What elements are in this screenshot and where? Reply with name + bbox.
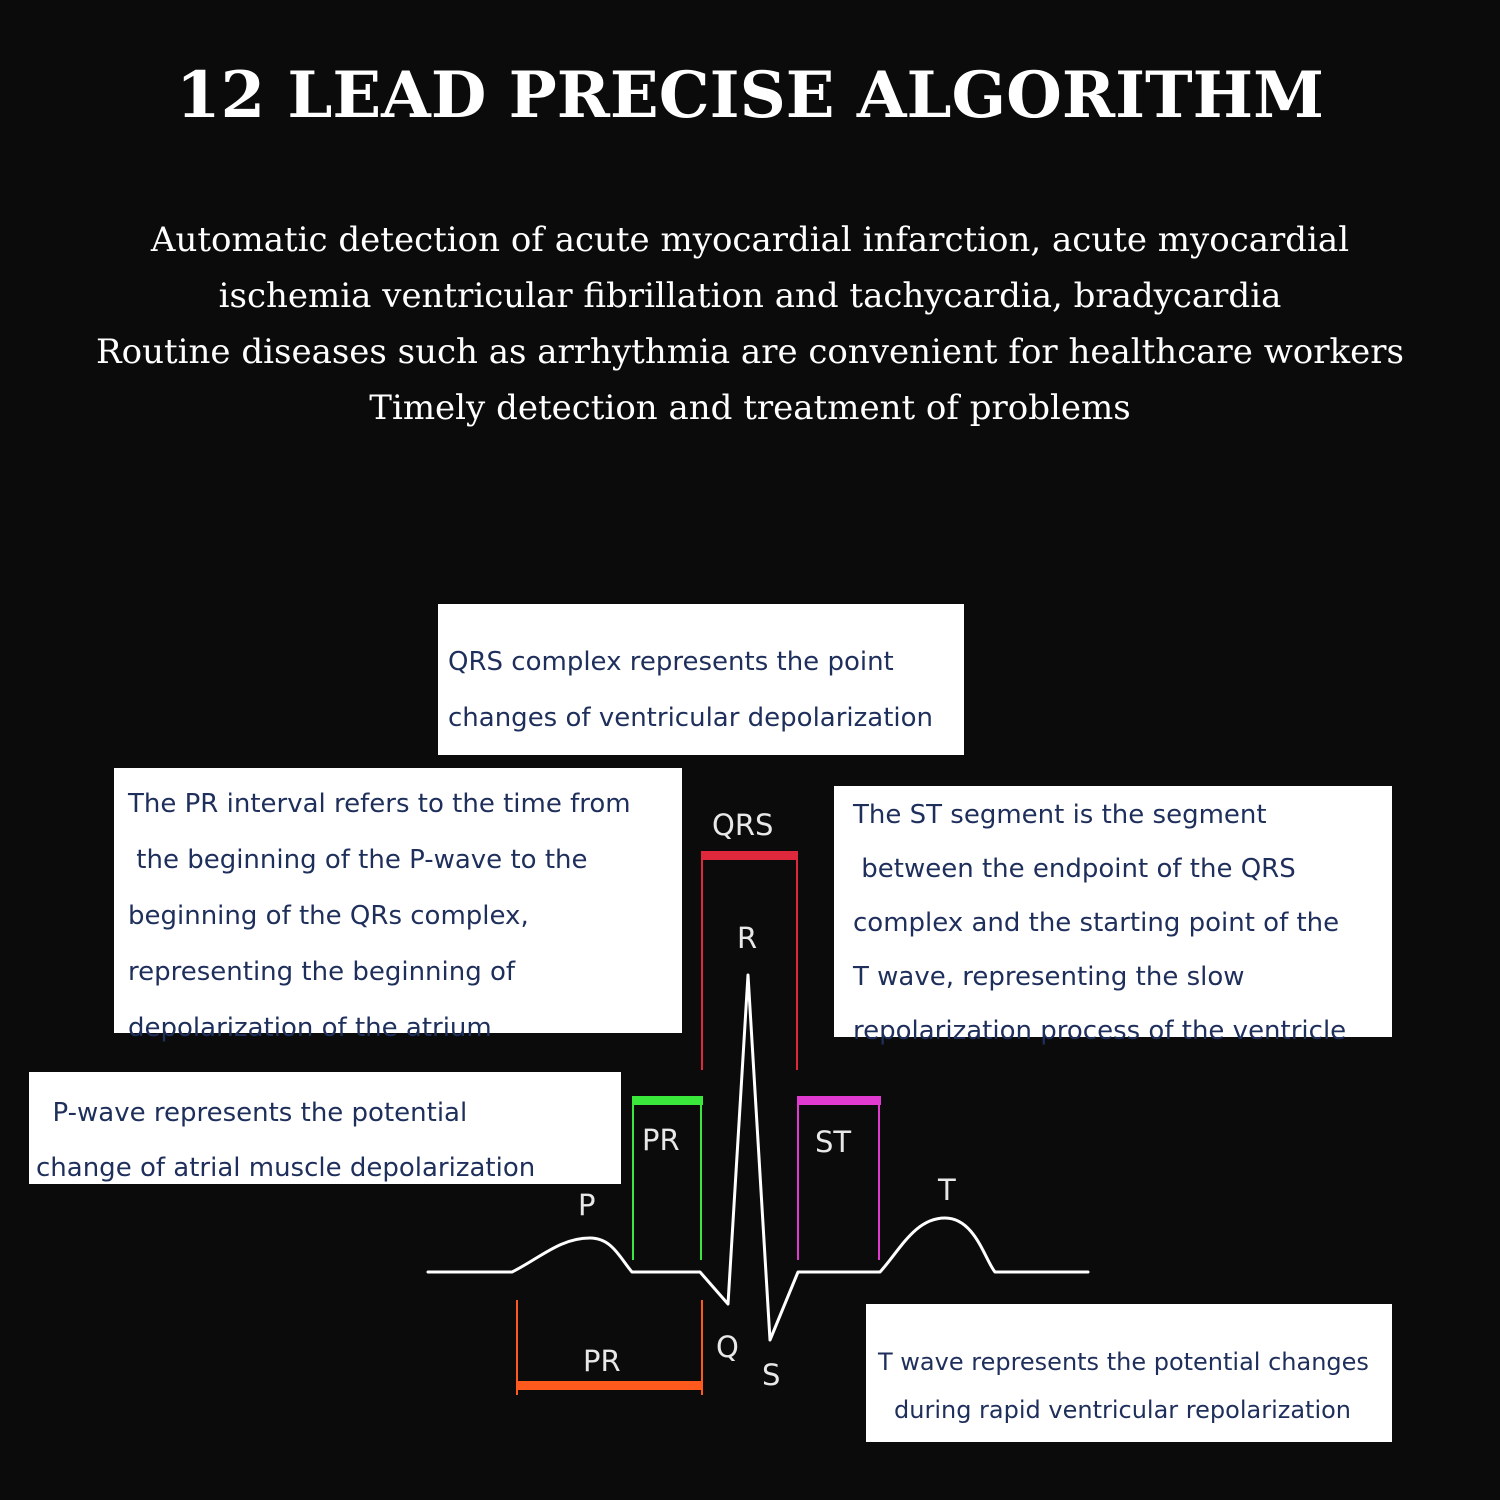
intro-line: Automatic detection of acute myocardial infarction, acute myocardial: [150, 220, 1350, 260]
qrs-box-line: QRS complex represents the point: [448, 647, 894, 677]
pr-box-line: representing the beginning of: [128, 957, 516, 987]
st-segment-label: ST: [815, 1125, 852, 1159]
t-box-line: during rapid ventricular repolarization: [894, 1396, 1352, 1424]
pr-interval-bar: [516, 1381, 703, 1390]
pr-interval-description-box: [114, 768, 682, 1043]
st-box-line: between the endpoint of the QRS: [853, 854, 1296, 884]
s-label: S: [762, 1358, 781, 1392]
st-segment-bar: [797, 1096, 881, 1105]
q-label: Q: [716, 1330, 739, 1364]
page-title: 12 LEAD PRECISE ALGORITHM: [176, 58, 1324, 133]
st-box-line: repolarization process of the ventricle: [853, 1016, 1347, 1046]
pr-box-line: The PR interval refers to the time from: [128, 789, 631, 819]
qrs-box-line: changes of ventricular depolarization: [448, 703, 934, 733]
p-label: P: [578, 1188, 596, 1222]
t-box-line: T wave represents the potential changes: [878, 1348, 1369, 1376]
st-segment-description-box: [834, 786, 1392, 1046]
pr-box-line: the beginning of the P-wave to the: [128, 845, 588, 875]
intro-line: Routine diseases such as arrhythmia are convenient for healthcare workers: [96, 332, 1404, 372]
t-wave-description-box: [866, 1304, 1392, 1442]
pr-segment-bar: [632, 1096, 703, 1105]
st-box-line: complex and the starting point of the: [853, 908, 1340, 938]
st-box-line: T wave, representing the slow: [853, 962, 1245, 992]
intro-line: Timely detection and treatment of problems: [369, 388, 1131, 428]
intro-line: ischemia ventricular fibrillation and tachycardia, bradycardia: [218, 276, 1282, 316]
t-label: T: [938, 1173, 956, 1207]
p-wave-description-box: [29, 1072, 621, 1184]
p-box-line: change of atrial muscle depolarization: [36, 1153, 536, 1183]
qrs-label: QRS: [712, 808, 774, 842]
p-box-line: P-wave represents the potential: [36, 1098, 468, 1128]
pr-segment-label: PR: [642, 1123, 680, 1157]
pr-box-line: beginning of the QRs complex,: [128, 901, 529, 931]
qrs-description-box: [438, 604, 964, 755]
pr-box-line: depolarization of the atrium: [128, 1013, 492, 1043]
r-label: R: [737, 921, 758, 955]
st-box-line: The ST segment is the segment: [853, 800, 1267, 830]
qrs-bar: [701, 851, 798, 860]
pr-interval-label: PR: [583, 1344, 621, 1378]
